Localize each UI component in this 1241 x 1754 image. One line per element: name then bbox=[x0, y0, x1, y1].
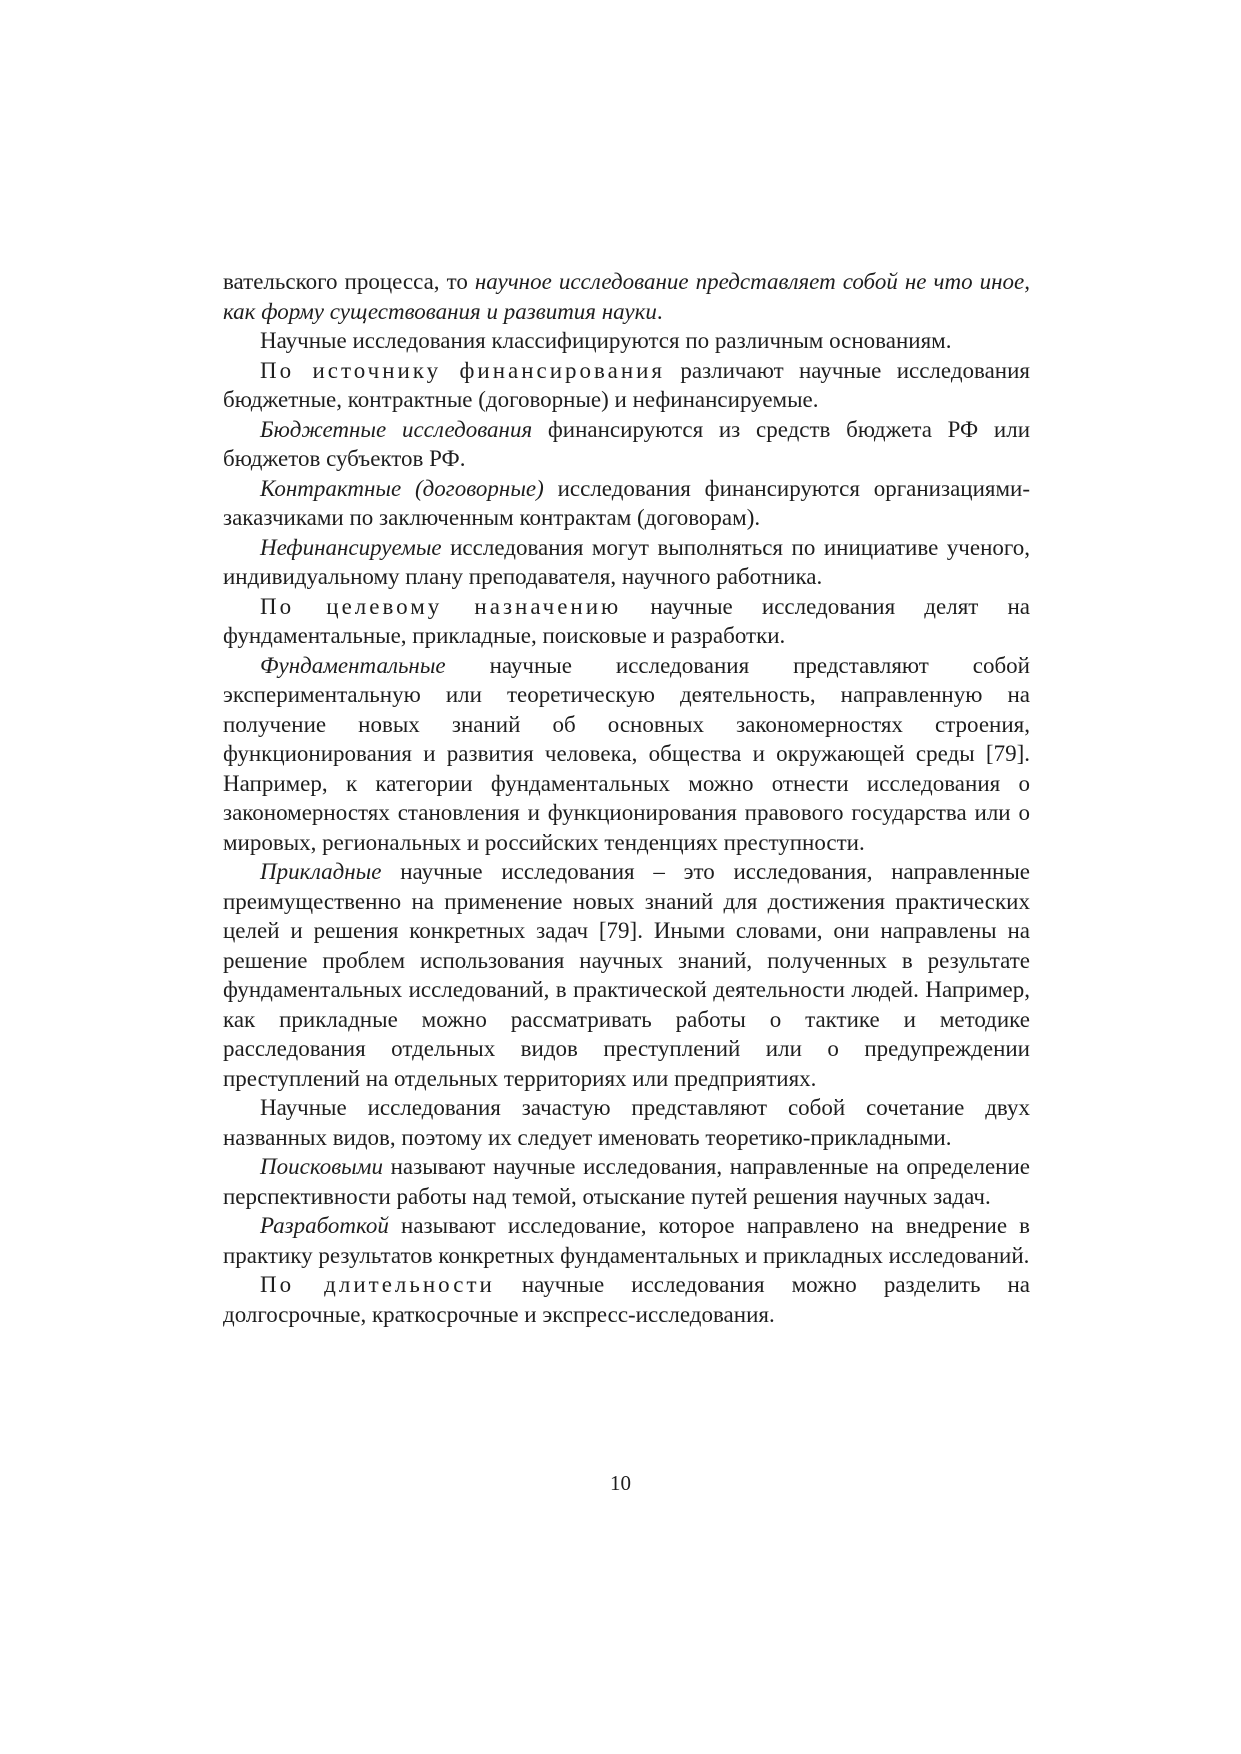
text-run: Научные исследования классифицируются по различным основаниям. bbox=[260, 328, 952, 353]
paragraph bbox=[223, 1093, 1030, 1152]
emphasis-text: Контрактные (договорные) bbox=[260, 475, 544, 501]
text-run: научные исследования делят на фундаментальные, прикладные, поисковые и разработки. bbox=[223, 593, 1030, 648]
text-run: исследования финансируются организациями-заказчиками по заключенным контрактам (договорам). bbox=[223, 475, 1031, 530]
text-run: . bbox=[656, 298, 663, 324]
paragraph bbox=[223, 474, 1030, 533]
spaced-term: По источнику финансирования bbox=[260, 357, 666, 383]
spaced-term: По целевому назначению bbox=[260, 593, 622, 619]
emphasis-text: Фундаментальные bbox=[260, 652, 446, 678]
spaced-term: По длительности bbox=[260, 1272, 495, 1297]
paragraph bbox=[223, 533, 1030, 592]
paragraph bbox=[223, 356, 1030, 415]
text-run: научные исследования – это исследования, направленные преимущественно на применение новых знаний для достижения практических целей и решения конкретных задач [79]. Иными словами, они направлены на решение проблем использования научных знаний, полученных в результате фундаментальных исследований, в практической деятельности людей. Например, как прикладные можно рассматривать работы о тактике и методике расследования отдельных видов преступлений или о предупреждении преступлений на отдельных территориях или предприятиях. bbox=[223, 859, 1030, 1091]
paragraph bbox=[223, 415, 1030, 474]
emphasis-text: Бюджетные исследования bbox=[260, 416, 533, 442]
paragraph bbox=[223, 592, 1030, 651]
emphasis-text: Поисковыми bbox=[260, 1154, 383, 1179]
text-run: называют исследование, которое направлено на внедрение в практику результатов конкретных фундаментальных и прикладных исследований. bbox=[223, 1213, 1030, 1268]
text-run: вательского процесса, то bbox=[223, 269, 475, 294]
paragraph bbox=[223, 1211, 1030, 1270]
text-run: различают научные исследования бюджетные, контрактные (договорные) и нефинансируемые. bbox=[223, 357, 1030, 412]
text-run: исследования могут выполняться по инициативе ученого, индивидуальному плану преподавателя, научного работника. bbox=[223, 534, 1030, 589]
paragraph bbox=[223, 857, 1030, 1093]
paragraph bbox=[223, 1152, 1030, 1211]
text-run: научные исследования можно разделить на долгосрочные, краткосрочные и экспресс-исследования. bbox=[223, 1272, 1030, 1327]
paragraph bbox=[223, 326, 1030, 356]
emphasis-text: Прикладные bbox=[260, 859, 382, 884]
body-text bbox=[223, 267, 1030, 1329]
paragraph bbox=[223, 651, 1030, 858]
page-number: 10 bbox=[610, 1471, 631, 1495]
text-run: финансируются из средств бюджета РФ или бюджетов субъектов РФ. bbox=[223, 416, 1031, 471]
paragraph bbox=[223, 267, 1030, 326]
paragraph bbox=[223, 1270, 1030, 1329]
text-run: называют научные исследования, направленные на определение перспективности работы над темой, отыскание путей решения научных задач. bbox=[223, 1154, 1030, 1209]
emphasis-text: научное исследование представляет собой не что иное, как форму существования и развития науки bbox=[223, 269, 1030, 324]
text-run: научные исследования представляют собой экспериментальную или теоретическую деятельность, направленную на получение новых знаний об основных закономерностях строения, функционирования и развития человека, общества и окружающей среды [79]. Например, к категории фундаментальных можно отнести исследования о закономерностях становления и функционирования правового государства или о мировых, региональных и российских тенденциях преступности. bbox=[223, 652, 1030, 855]
emphasis-text: Нефинансируемые bbox=[260, 534, 442, 560]
emphasis-text: Разработкой bbox=[260, 1213, 389, 1238]
text-run: Научные исследования зачастую представляют собой сочетание двух названных видов, поэтому их следует именовать теоретико-прикладными. bbox=[223, 1095, 1030, 1150]
